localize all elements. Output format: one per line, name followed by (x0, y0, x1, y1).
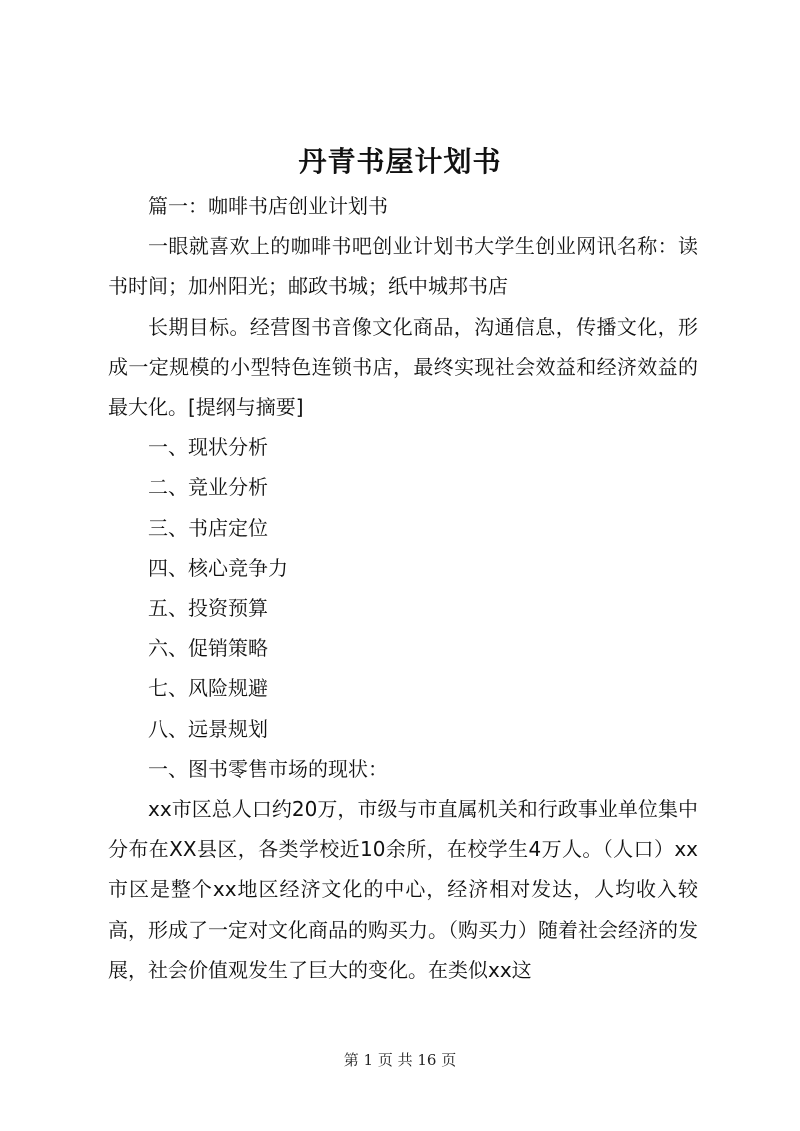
body-paragraph: 篇一：咖啡书店创业计划书 (148, 194, 388, 218)
outline-item: 二、竞业分析 (148, 475, 268, 500)
outline-item: 三、书店定位 (148, 515, 268, 540)
outline-item: 七、风险规避 (148, 676, 268, 701)
outline-item: 一、现状分析 (148, 435, 268, 460)
document-title: 丹青书屋计划书 (298, 145, 502, 178)
section-heading: 一、图书零售市场的现状： (148, 756, 388, 781)
outline-item: 五、投资预算 (148, 596, 268, 621)
outline-item: 四、核心竞争力 (148, 555, 288, 580)
body-paragraph: 长期目标。经营图书音像文化商品，沟通信息，传播文化，形成一定规模的小型特色连锁书店，最终实现社会效益和经济效益的最大化。[提纲与摘要] (108, 314, 698, 420)
body-paragraph: xx市区总人口约20万，市级与市直属机关和行政事业单位集中分布在XX县区，各类学校近10余所，在校学生4万人。（人口）xx市区是整个xx地区经济文化的中心，经济相对发达，人均收入较高，形成了一定对文化商品的购买力。（购买力）随着社会经济的发展，社会价值观发生了巨大的变化。在类似xx这 (108, 797, 698, 982)
document-body (108, 186, 698, 990)
outline-item: 六、促销策略 (148, 636, 268, 661)
page-footer: 第 1 页 共 16 页 (343, 1051, 457, 1069)
outline-item: 八、远景规划 (148, 716, 268, 741)
body-paragraph: 一眼就喜欢上的咖啡书吧创业计划书大学生创业网讯名称：读书时间；加州阳光；邮政书城；纸中城邦书店 (108, 234, 698, 299)
